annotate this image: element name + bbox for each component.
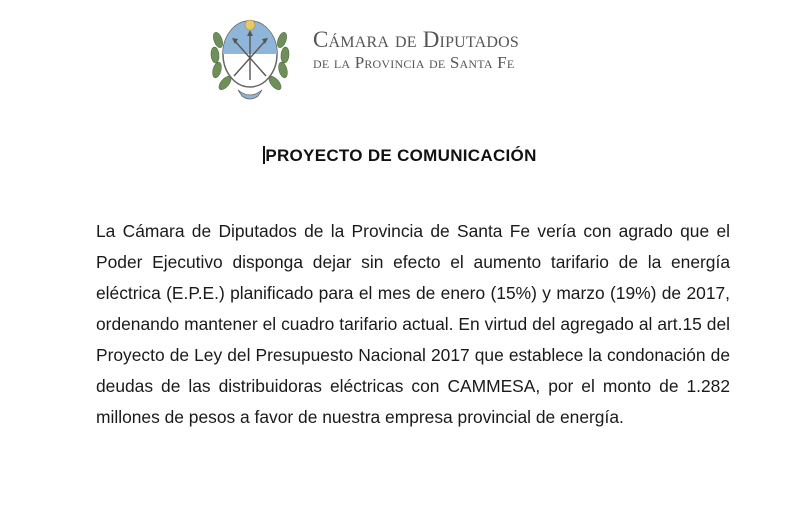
institution-name-line1: Cámara de Diputados	[313, 27, 519, 52]
letterhead	[0, 0, 800, 110]
provincial-coat-of-arms-icon	[208, 10, 292, 102]
document-body: La Cámara de Diputados de la Provincia de Santa Fe vería con agrado que el Poder Ejecutivo disponga dejar sin efecto el aumento tarifario de la energía eléctrica (E.P.E.) planificado para el mes de enero (15%) y marzo (19%) de 2017, ordenando mantener el cuadro tarifario actual. En virtud del agregado al art.15 del Proyecto de Ley del Presupuesto Nacional 2017 que establece la condonación de deudas de las distribuidoras eléctricas con CAMMESA, por el monto de 1.282 millones de pesos a favor de nuestra empresa provincial de energía.	[96, 221, 730, 427]
document-title-text: PROYECTO DE COMUNICACIÓN	[265, 146, 537, 165]
institution-name-line2: de la Provincia de Santa Fe	[313, 53, 515, 72]
document-title	[0, 146, 800, 166]
institution-name	[313, 27, 519, 73]
